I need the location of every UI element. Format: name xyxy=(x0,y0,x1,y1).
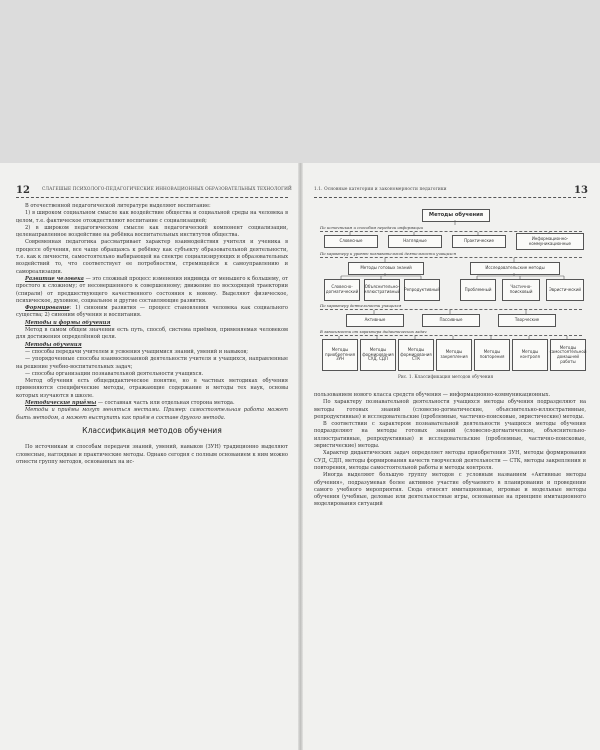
list-item: — способы организации познавательной деятельности учащихся. xyxy=(25,370,204,377)
paragraph: 1) в широком социальном смысле как воздействие общества и социальной среды на человека в целом, т.е. фактическое отождествляют воспитание с социализацией; xyxy=(16,210,288,224)
diagram-node: Методы самостоятельной домашней работы xyxy=(550,339,586,371)
paragraph: Метод обучения есть общедидактическое понятие, но в частных методиках обучения применяются специфические методы, отражающие содержание и методы тех наук, основы которых изучаются в школе. xyxy=(16,378,288,399)
diagram-connectors xyxy=(302,163,600,393)
diagram-node: Методы готовых знаний xyxy=(348,262,424,275)
diagram-node: Проблемный xyxy=(460,279,496,301)
left-page xyxy=(0,163,300,750)
header-rule xyxy=(16,197,288,198)
diagram-node: Методы формирования СТК xyxy=(398,339,434,371)
paragraph: Метод в самом общем значении есть путь, способ, система приёмов, применяемая человеком для достижения определённой цели. xyxy=(16,327,288,341)
paragraph: Методы и приёмы могут меняться местами. Пример: самостоятельная работа может быть методом, а может выступать как приём в составе другого метода. xyxy=(16,407,288,421)
diagram-node: Объяснительно-иллюстративный xyxy=(364,279,400,301)
paragraph: В соответствии с характером познавательной деятельности учащихся методы обучения подразделяют на методы готовых знаний (словесно-догматические, объяснительно-иллюстративные, репродуктивные) и исследовательские (проблемные, частично-поисковые, эвристические) методы. xyxy=(314,421,586,450)
paragraph: По характеру познавательной деятельности учащихся методы обучения подразделяют на методы готовых знаний (словесно-догматические, объяснительно-иллюстративные, репродуктивные) и исследовательские (проблемные, частично-поисковые, эвристические) методы. xyxy=(314,399,586,420)
definition: : 1) синоним развития — процесс становления человека как социального существа; 2) синоним обучения и воспитания. xyxy=(16,305,288,319)
diagram-node: Творческие xyxy=(498,314,556,327)
paragraph xyxy=(16,320,288,327)
left-body-text xyxy=(16,203,288,466)
diagram-node: Активные xyxy=(346,314,404,327)
figure-caption: Рис. 1. Классификация методов обучения xyxy=(398,375,494,380)
term: Методические приёмы xyxy=(25,400,97,407)
book-spread xyxy=(0,163,600,750)
paragraph xyxy=(16,276,288,305)
diagram-level-label: По характеру и уровню познавательной деятельности учащихся xyxy=(320,251,457,256)
diagram-node: Методы повторения xyxy=(474,339,510,371)
paragraph xyxy=(16,305,288,320)
paragraph: Характер дидактических задач определяет методы приобретения ЗУН, методы формирования СУД, СДП, методы формирования качеств творческой деятельности — СТК, методы закрепления и повторения, методы самостоятельной работы и методы контроля. xyxy=(314,450,586,471)
diagram-level-label: По характеру деятельности учащихся xyxy=(320,303,402,308)
diagram-node: Словесные xyxy=(324,235,378,248)
diagram-node: Репродуктивный xyxy=(404,279,440,301)
paragraph: По источникам и способам передачи знаний, умений, навыков (ЗУН) традиционно выделяют словесные, наглядные и практические методы. Однако сегодня с полным основанием к ним можно отнести группу методов, основанных на ис- xyxy=(16,444,288,465)
section-title: Классификация методов обучения xyxy=(82,425,222,435)
term: Развитие человека xyxy=(25,275,84,282)
diagram-node: Информационно-коммуникационные xyxy=(516,233,584,250)
running-header: 1.1. Основные категории и закономерности педагогики xyxy=(314,187,447,192)
paragraph: Современная педагогика рассматривает характер взаимодействия учителя и ученика в процессе обучения, все чаще обращаясь к ребёнку как субъекту образовательной деятельности, т.е. как к личности, самостоятельно выбирающей на спектре социализирующих и образовательных воздействий то, что соответствует ее потребностям, стремящейся к самоуправлению и самореализации. xyxy=(16,239,288,275)
diagram-node: Методы формирования СУД, СДП xyxy=(360,339,396,371)
diagram-root: Методы обучения xyxy=(422,209,490,222)
diagram-level-label: По источникам и способам передачи информации xyxy=(320,225,423,230)
list-item: — способы передачи учителем и усвоения учащимися знаний, умений и навыков; xyxy=(25,348,248,355)
term: Формирование xyxy=(25,305,70,312)
running-header: СЛАГЕШЫЕ ПСИХОЛОГО-ПЕДАГОГИЧЕСКИЕ ИННОВАЦИОННЫХ ОБРАЗОВАТЕЛЬНЫХ ТЕХНОЛОГИЙ xyxy=(42,187,292,192)
diagram-node: Исследовательские методы xyxy=(470,262,560,275)
subheading: Методы обучения xyxy=(25,341,82,348)
paragraph xyxy=(16,342,288,349)
right-body-text xyxy=(314,392,586,509)
list-item: — упорядоченные способы взаимосвязанной деятельности учителя и учащихся, направленные на решение учебно-воспитательных задач; xyxy=(16,356,288,370)
definition: — составная часть или отдельная сторона метода. xyxy=(96,400,235,407)
diagram-node: Словесно-догматический xyxy=(324,279,360,301)
page-number: 13 xyxy=(574,185,588,196)
diagram-node: Методы приобретения ЗУН xyxy=(322,339,358,371)
diagram-node: Практические xyxy=(452,235,506,248)
subheading: Методы и формы обучения xyxy=(25,319,111,326)
diagram-node: Частично-поисковый xyxy=(502,279,540,301)
diagram-node: Методы контроля xyxy=(512,339,548,371)
paragraph: 2) в широком педагогическом смысле как педагогический компонент социализации, целенаправленное воздействие на ребёнка воспитательных институтов общества. xyxy=(16,224,288,239)
diagram-node: Пассивные xyxy=(422,314,480,327)
diagram-level-label: В зависимости от характера дидактических задач xyxy=(320,329,427,334)
classification-diagram xyxy=(302,163,600,393)
right-page xyxy=(302,163,600,750)
paragraph: Иногда выделяют большую группу методов с условным названием «Активные методы обучения», подразумевая более активное участие обучаемого в планировании и проведении самого учебного мероприятия. Сюда относят имитационные, игровые и модельные методы обучения (учебные, деловые или деятельностные игры, основанные на принципе имитационного моделирования ситуаций xyxy=(314,472,586,508)
paragraph: пользованием нового класса средств обучения — информационно-коммуникационных. xyxy=(314,392,551,398)
diagram-node: Эвристический xyxy=(546,279,584,301)
diagram-node: Наглядные xyxy=(388,235,442,248)
page-number: 12 xyxy=(16,185,30,196)
definition: — это сложный процесс изменения индивида от меньшего к большему, от простого к сложному; от несовершенного к совершенному; движение по восходящей траектории (спирали) от предшествующего качественного состояния к новому. Выделяют физическое, психическое, духовное, социальное и другие составляющие развития. xyxy=(16,275,288,304)
diagram-node: Методы закрепления xyxy=(436,339,472,371)
paragraph: В отечественной педагогической литературе выделяют воспитание: xyxy=(25,203,211,209)
